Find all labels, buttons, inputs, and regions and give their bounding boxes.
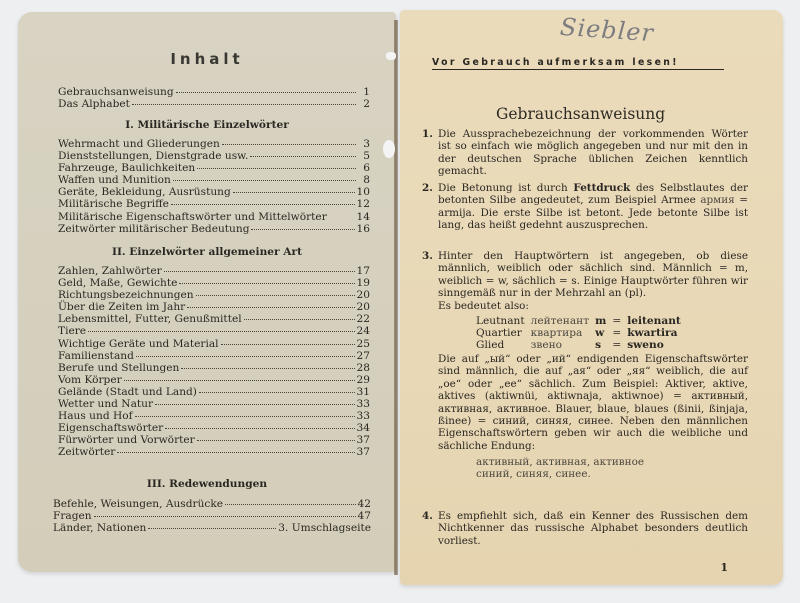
paper-tear (383, 140, 395, 158)
toc-entry: Zeitwörter 37 (58, 446, 370, 459)
toc-entry: Geld, Maße, Gewichte 19 (58, 277, 370, 290)
toc-section-1 (58, 138, 370, 235)
example-row: Quartier квартира w = kwartira (476, 327, 678, 340)
toc-entry: Familienstand 27 (58, 349, 370, 362)
toc-entry: Fürwörter und Vorwörter 37 (58, 434, 370, 447)
example-row: Leutnant лейтенант m = leitenant (476, 315, 681, 328)
toc-section-2 (58, 265, 370, 459)
toc-entry: Befehle, Weisungen, Ausdrücke 42 (53, 498, 371, 510)
toc-entry: Eigenschaftswörter 34 (58, 422, 370, 435)
toc-entry: Über die Zeiten im Jahr 20 (58, 301, 370, 314)
toc-entry: Dienststellungen, Dienstgrade usw. 5 (58, 150, 370, 163)
toc-entry: Vom Körper 29 (58, 373, 370, 386)
section-heading-3: III. Redewendungen (146, 478, 268, 490)
toc-entry: Waffen und Munition 8 (58, 174, 370, 187)
toc-entry: Zeitwörter militärischer Bedeutung 16 (58, 222, 370, 235)
instruction-item-1: 1. Die Aussprachebezeichnung der vorkommenden Wörter ist so einfach wie möglich angegeben und nur mit den in der deutschen Sprache üblichen Zeichen kenntlich gemacht. (422, 128, 748, 178)
paper-tear (386, 52, 396, 60)
toc-entry: Fragen 47 (53, 510, 371, 523)
toc-entry: Haus und Hof 33 (58, 410, 370, 423)
left-page-contents (18, 12, 396, 572)
handwritten-signature: Siebler (559, 12, 655, 48)
instructions-title: Gebrauchsanweisung (496, 105, 666, 123)
toc-section-3 (53, 498, 371, 534)
example-row: Glied звено s = sweno (476, 339, 664, 352)
toc-entry: Richtungsbezeichnungen 20 (58, 289, 370, 302)
toc-entry: Berufe und Stellungen 28 (58, 361, 370, 374)
instruction-item-3: 3. Hinter den Hauptwörtern ist angegeben, ob diese männlich, weiblich oder sächlich sind. Männlich = m, weiblich = w, sächlich = s. Einige Hauptwörter führen wir sinngemäß nur in der Mehrzahl an (pl). Es bedeutet also: Leutnant лейтенант m = leitenant Quartier квартира w = kwartira Glied звено s = sweno Die auf „ый“ oder „ий“ endigenden Eigenschaftswörter sind männlich, die auf „ая“ oder „яя“ weiblich, die auf „oe“ oder „ee“ sächlich. Zum Beispiel: Aktiver, aktive, aktives (aktiwnüi, aktiwnaja, aktiwnoe) = активный, активная, активное. Blauer, blaue, blaues (ßinii, ßinjaja, ßinee) = синий, синяя, синее. Neben den männlichen Eigenschaftswörtern geben wir auch die weibliche und sächliche Endung: активный, активная, активное синий, синяя, синее. (422, 250, 748, 481)
toc-entry: Lebensmittel, Futter, Genußmittel 22 (58, 313, 370, 326)
toc-entry: Tiere 24 (58, 325, 370, 338)
toc-entry: Das Alphabet 2 (58, 98, 370, 111)
toc-intro (58, 86, 370, 110)
page-number: 1 (720, 561, 728, 574)
toc-entry: Zahlen, Zahlwörter 17 (58, 265, 370, 277)
instruction-item-2: 2. Die Betonung ist durch Fettdruck des Selbstlautes der betonten Silbe angedeutet, zum Beispiel Armee армия = armija. Die erste Silbe ist betont. Jede betonte Silbe ist lang, das heißt gedehnt auszusprechen. (422, 182, 748, 232)
toc-entry: Fahrzeuge, Baulichkeiten 6 (58, 162, 370, 175)
gender-examples-table (476, 315, 687, 351)
toc-entry: Militärische Begriffe 12 (58, 198, 370, 211)
right-page-instructions (400, 10, 783, 585)
book-spine (394, 20, 398, 575)
toc-entry: Länder, Nationen 3. Umschlagseite (53, 522, 371, 535)
section-heading-2: II. Einzelwörter allgemeiner Art (112, 246, 302, 258)
toc-entry: Wichtige Geräte und Material 25 (58, 337, 370, 350)
toc-entry: Geräte, Bekleidung, Ausrüstung 10 (58, 186, 370, 199)
toc-title: Inhalt (170, 50, 244, 68)
toc-entry: Gelände (Stadt und Land) 31 (58, 385, 370, 398)
toc-entry: Militärische Eigenschaftswörter und Mittelwörter 14 (58, 210, 370, 223)
section-heading-1: I. Militärische Einzelwörter (125, 119, 289, 131)
toc-entry: Wehrmacht und Gliederungen 3 (58, 138, 370, 150)
toc-entry: Wetter und Natur 33 (58, 398, 370, 411)
toc-entry: Gebrauchsanweisung 1 (58, 86, 370, 98)
instruction-item-4: 4. Es empfiehlt sich, daß ein Kenner des Russischen dem Nichtkenner das russische Alphabet besonders deutlich vorliest. (422, 510, 748, 547)
endings-examples: активный, активная, активное синий, синяя, синее. (476, 456, 644, 481)
warning-heading: Vor Gebrauch aufmerksam lesen! (432, 57, 724, 70)
